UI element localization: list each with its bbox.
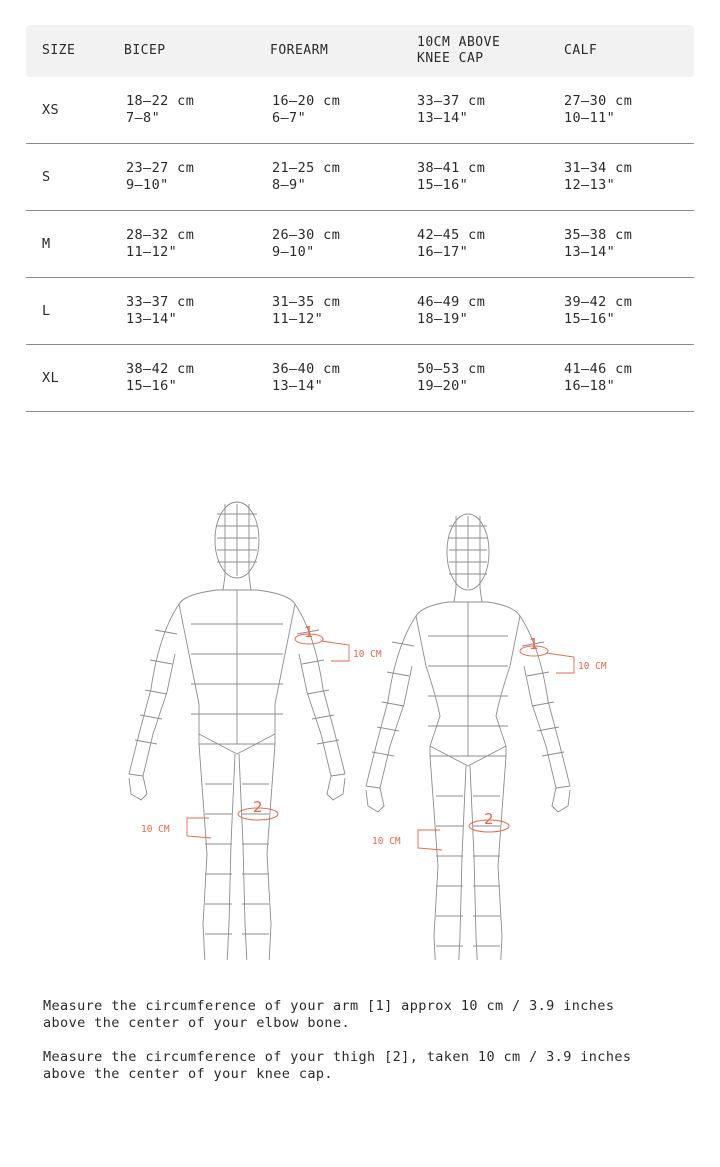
size-chart-table <box>26 25 694 412</box>
bicep-cell: 23–27 cm 9–10" <box>126 160 195 193</box>
calf-cell: 39–42 cm 15–16" <box>564 294 633 327</box>
leg-outline <box>470 756 506 960</box>
female-figure <box>366 514 607 960</box>
size-label: L <box>42 303 51 319</box>
leg-outline <box>430 756 466 960</box>
thigh-distance-bracket <box>187 818 211 838</box>
table-row <box>26 278 694 345</box>
arm-grid-line <box>150 660 172 664</box>
calf-cell: 35–38 cm 13–14" <box>564 227 633 260</box>
hand-outline <box>129 776 147 800</box>
forearm-cell: 26–30 cm 9–10" <box>272 227 341 260</box>
thigh-distance-bracket <box>418 830 442 850</box>
forearm-cell: 31–35 cm 11–12" <box>272 294 341 327</box>
arm-grid-line <box>372 752 394 756</box>
arm-distance-label: 10 CM <box>578 661 607 672</box>
note-arm: Measure the circumference of your arm [1] approx 10 cm / 3.9 inches above the center of your elbow bone. <box>43 998 615 1031</box>
knee-cell: 46–49 cm 18–19" <box>417 294 486 327</box>
table-header <box>26 25 694 77</box>
header-forearm: FOREARM <box>270 43 329 58</box>
leg-outline <box>199 744 235 960</box>
arm-outline <box>366 616 416 788</box>
arm-grid-line <box>542 752 564 756</box>
thigh-callout-number: 2 <box>253 798 263 816</box>
note-thigh: Measure the circumference of your thigh [2], taken 10 cm / 3.9 inches above the center of your knee cap. <box>43 1049 632 1082</box>
arm-grid-line <box>382 702 404 706</box>
arm-outline <box>295 604 345 776</box>
hand-outline <box>552 788 570 812</box>
arm-outline <box>520 616 570 788</box>
thigh-callout-number: 2 <box>484 810 494 828</box>
arm-outline <box>129 604 179 776</box>
arm-grid-line <box>527 672 549 676</box>
table-row <box>26 144 694 211</box>
calf-cell: 27–30 cm 10–11" <box>564 93 633 126</box>
arm-callout-number: 1 <box>304 623 314 641</box>
bicep-cell: 18–22 cm 7–8" <box>126 93 195 126</box>
arm-distance-bracket <box>321 641 349 661</box>
arm-grid-line <box>317 740 339 744</box>
forearm-cell: 36–40 cm 13–14" <box>272 361 341 394</box>
size-label: M <box>42 236 51 252</box>
forearm-cell: 21–25 cm 8–9" <box>272 160 341 193</box>
arm-grid-line <box>307 690 329 694</box>
table-row <box>26 211 694 278</box>
arm-distance-label: 10 CM <box>353 649 382 660</box>
arm-grid-line <box>392 642 414 646</box>
measurement-instructions <box>43 998 683 1100</box>
header-size: SIZE <box>42 43 76 58</box>
arm-distance-bracket <box>546 653 574 673</box>
arm-callout-number: 1 <box>529 635 539 653</box>
size-label: XS <box>42 102 60 118</box>
forearm-cell: 16–20 cm 6–7" <box>272 93 341 126</box>
bicep-cell: 33–37 cm 13–14" <box>126 294 195 327</box>
arm-grid-line <box>302 660 324 664</box>
knee-cell: 42–45 cm 16–17" <box>417 227 486 260</box>
hand-outline <box>366 788 384 812</box>
table-row <box>26 345 694 412</box>
thigh-distance-label: 10 CM <box>372 836 401 847</box>
arm-grid-line <box>155 630 177 634</box>
male-figure <box>129 502 382 960</box>
knee-cell: 33–37 cm 13–14" <box>417 93 486 126</box>
calf-cell: 31–34 cm 12–13" <box>564 160 633 193</box>
hand-outline <box>327 776 345 800</box>
header-knee: 10CM ABOVE KNEE CAP <box>417 35 501 66</box>
arm-grid-line <box>145 690 167 694</box>
calf-cell: 41–46 cm 16–18" <box>564 361 633 394</box>
measurement-figures <box>0 490 720 960</box>
header-bicep: BICEP <box>124 43 166 58</box>
leg-outline <box>239 744 275 960</box>
knee-cell: 50–53 cm 19–20" <box>417 361 486 394</box>
thigh-distance-label: 10 CM <box>141 824 170 835</box>
header-calf: CALF <box>564 43 598 58</box>
bicep-cell: 38–42 cm 15–16" <box>126 361 195 394</box>
size-label: XL <box>42 370 60 386</box>
knee-cell: 38–41 cm 15–16" <box>417 160 486 193</box>
arm-grid-line <box>532 702 554 706</box>
arm-grid-line <box>135 740 157 744</box>
arm-grid-line <box>387 672 409 676</box>
table-row <box>26 77 694 144</box>
bicep-cell: 28–32 cm 11–12" <box>126 227 195 260</box>
size-label: S <box>42 169 51 185</box>
